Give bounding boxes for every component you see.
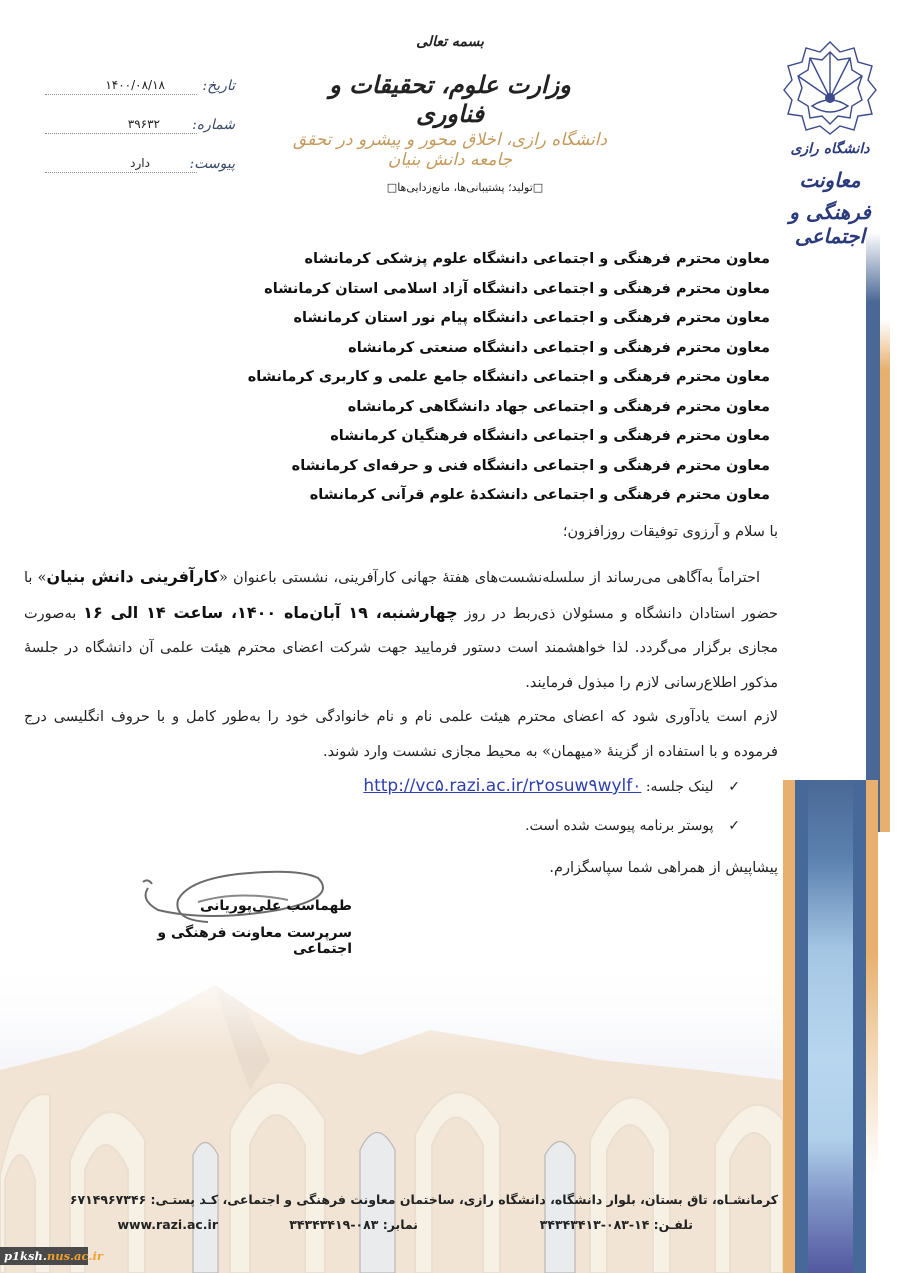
recipient-item: معاون محترم فرهنگی و اجتماعی دانشگاه فرهنگیان کرمانشاه [330, 428, 770, 444]
footer-address: کرمانشـاه، تاق بستان، بلوار دانشگاه، دانشگاه رازی، ساختمان معاونت فرهنگی و اجتماعی، کـد پستـی: ۶۷۱۴۹۶۷۳۴۶ [69, 1192, 778, 1207]
decorative-bar [795, 780, 808, 1273]
recipient-item: معاون محترم فرهنگی و اجتماعی جهاد دانشگاهی کرمانشاه [347, 398, 770, 415]
decorative-bar [866, 780, 878, 1273]
text: احتراماً به‌آگاهی می‌رساند از سلسله‌نشست‌های هفتهٔ جهانی کارآفرینی، نشستی باعنوان « [219, 570, 760, 586]
number-label: شماره: [192, 117, 235, 133]
recipient-item: معاون محترم فرهنگی و اجتماعی دانشکدهٔ علوم قرآنی کرمانشاه [309, 487, 770, 503]
text: » با حضور استادان دانشگاه و مسئولان ذی‌ربط در روز [24, 570, 778, 622]
recipient-item: معاون محترم فرهنگی و اجتماعی دانشگاه پیام نور استان کرمانشاه [293, 310, 770, 326]
event-title: کارآفرینی دانش بنیان [46, 567, 219, 586]
decorative-bar [808, 780, 853, 1273]
attachment-field [45, 156, 235, 180]
recipient-item: معاون محترم فرهنگی و اجتماعی دانشگاه آزاد اسلامی استان کرمانشاه [264, 280, 770, 297]
greeting: با سلام و آرزوی توفیقات روزافزون؛ [562, 524, 778, 540]
recipient-item: معاون محترم فرهنگی و اجتماعی دانشگاه صنعتی کرمانشاه [348, 339, 770, 356]
poster-note-row [525, 818, 740, 834]
decorative-bar [866, 232, 880, 832]
year-motto: □تولید؛ پشتیبانی‌ها، مانع‌زدایی‌ها□ [386, 181, 544, 194]
letter-body [24, 560, 778, 769]
logo-department-label: فرهنگی و اجتماعی [789, 200, 871, 248]
attachment-value: دارد [130, 156, 150, 170]
decorative-bar [880, 320, 890, 832]
closing-line: پیشاپیش از همراهی شما سپاسگزارم. [549, 860, 778, 876]
meeting-link[interactable]: http://vc۵.razi.ac.ir/r۲osuw۹wylf۰ [363, 776, 642, 796]
footer-phone: تلفـن: ۱۴-۰۸۳-۳۴۳۴۳۴۱۳ [539, 1217, 693, 1232]
decorative-bar [783, 780, 795, 1273]
razi-university-emblem-icon [780, 38, 880, 138]
signatory-name: طهماسب علی‌پوریانی [199, 898, 352, 914]
paragraph-announcement [24, 560, 778, 700]
checkmark-icon: ✓ [728, 818, 740, 834]
site-watermark[interactable] [0, 1247, 103, 1265]
meeting-link-row [363, 776, 740, 796]
event-datetime: چهارشنبه، ۱۹ آبان‌ماه ۱۴۰۰، ساعت ۱۴ الی ۱۶ [83, 602, 458, 622]
footer-contacts [70, 1217, 778, 1237]
university-slogan: دانشگاه رازی، اخلاق محور و پیشرو در تحقق جامعه دانش بنیان [292, 130, 608, 170]
logo-deputy-label: معاونت [799, 168, 861, 192]
dotted-line [45, 94, 197, 95]
logo-university-name: دانشگاه رازی [790, 141, 870, 157]
recipient-item: معاون محترم فرهنگی و اجتماعی دانشگاه جامع علمی و کاربری کرمانشاه [247, 369, 770, 385]
checkmark-icon: ✓ [728, 779, 740, 795]
paragraph-instructions: لازم است یادآوری شود که اعضای محترم هیئت علمی نام و نام خانوادگی خود را به‌طور کامل و با حروف انگلیسی درج فرموده و با استفاده از گزینهٔ «میهمان» به محیط مجازی نشست وارد شوند. [24, 709, 778, 760]
number-field [45, 117, 235, 141]
recipient-list [247, 245, 770, 511]
signatory-title: سرپرست معاونت فرهنگی و اجتماعی [157, 925, 352, 957]
footer-fax: نمابر: ۰۸۳-۳۴۳۴۳۴۱۹ [289, 1217, 418, 1232]
recipient-item: معاون محترم فرهنگی و اجتماعی دانشگاه فنی و حرفه‌ای کرمانشاه [291, 457, 770, 474]
watermark-part: p1ksh. [4, 1249, 47, 1263]
dotted-line [45, 172, 197, 173]
recipient-item: معاون محترم فرهنگی و اجتماعی دانشگاه علوم پزشکی کرمانشاه [304, 251, 770, 267]
date-label: تاریخ: [202, 78, 235, 94]
footer-website[interactable]: www.razi.ac.ir [117, 1217, 218, 1232]
text: به‌صورت مجازی برگزار می‌گردد. لذا خواهشمند است دستور فرمایید جهت شرکت اعضای محترم هیئت علمی آن دانشگاه در جلسهٔ مذکور اطلاع‌رسانی لازم را مبذول فرمایند. [24, 605, 778, 691]
attachment-label: پیوست: [189, 156, 235, 172]
poster-note: پوستر برنامه پیوست شده است. [525, 818, 714, 834]
watermark-part: nus.ac.ir [46, 1249, 103, 1263]
date-field [45, 78, 235, 102]
meeting-link-label: لینک جلسه: [645, 779, 714, 795]
ministry-title: وزارت علوم، تحقیقات و فناوری [329, 70, 571, 128]
number-value: ۳۹۶۳۲ [127, 117, 160, 131]
bism-heading: بسمه تعالی [416, 34, 484, 50]
date-value: ۱۴۰۰/۰۸/۱۸ [105, 78, 165, 92]
dotted-line [45, 133, 197, 134]
decorative-bar [853, 780, 866, 1273]
